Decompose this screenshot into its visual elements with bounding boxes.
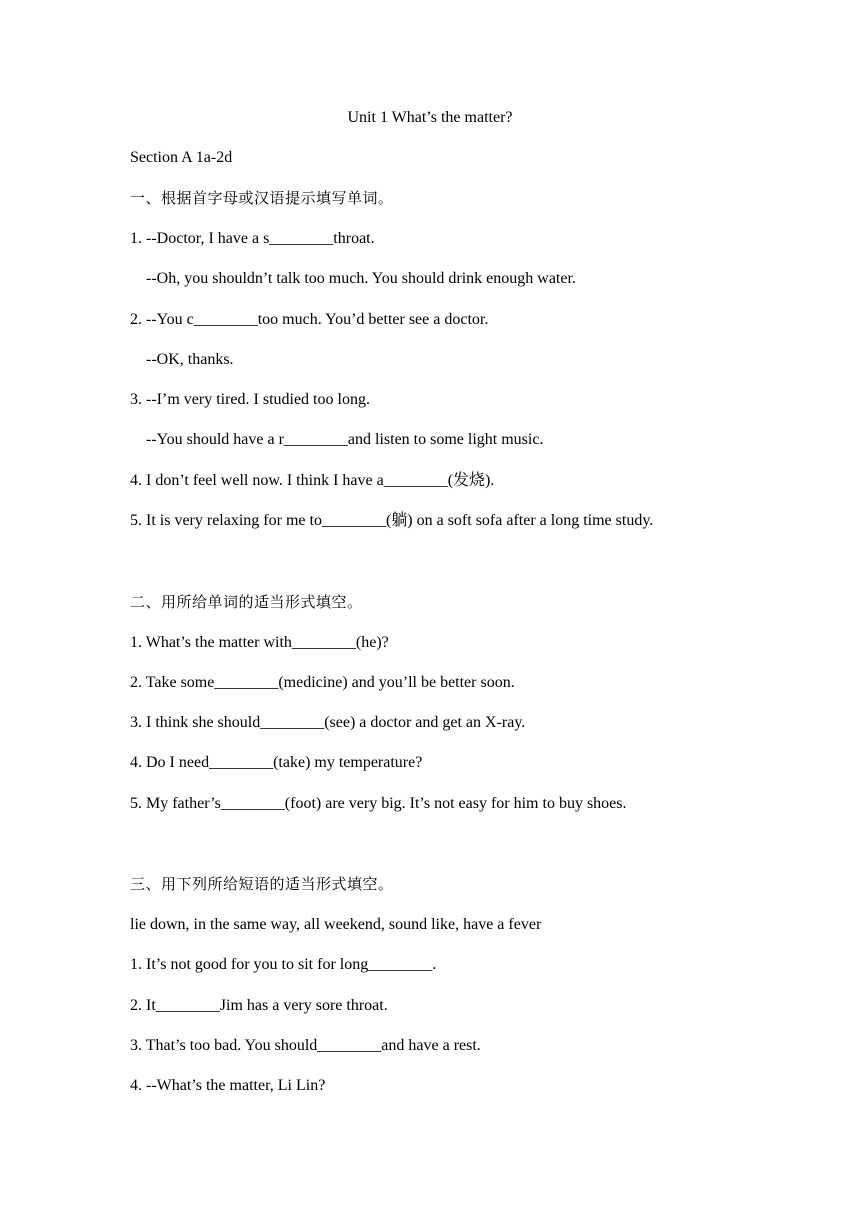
part3-question-1: 1. It’s not good for you to sit for long________. <box>130 956 437 973</box>
part3-question-4: 4. --What’s the matter, Li Lin? <box>130 1077 326 1094</box>
part1-question-4: 4. I don’t feel well now. I think I have a________(发烧). <box>130 472 495 489</box>
part3-heading: 三、用下列所给短语的适当形式填空。 <box>130 875 394 893</box>
part1-question-3: 3. --I’m very tired. I studied too long. <box>130 391 370 408</box>
part1-question-1: 1. --Doctor, I have a s________throat. <box>130 230 375 247</box>
part1-heading: 一、根据首字母或汉语提示填写单词。 <box>130 189 394 207</box>
part1-answer-3: --You should have a r________and listen to some light music. <box>146 431 544 448</box>
part2-question-2: 2. Take some________(medicine) and you’ll be better soon. <box>130 674 515 691</box>
part1-question-2: 2. --You c________too much. You’d better see a doctor. <box>130 311 489 328</box>
part3-question-3: 3. That’s too bad. You should________and have a rest. <box>130 1037 481 1054</box>
page-title: Unit 1 What’s the matter? <box>347 109 513 126</box>
part1-answer-2: --OK, thanks. <box>146 351 234 368</box>
part1-answer-1: --Oh, you shouldn’t talk too much. You should drink enough water. <box>146 270 576 287</box>
part2-question-5: 5. My father’s________(foot) are very big. It’s not easy for him to buy shoes. <box>130 795 627 812</box>
part1-question-5: 5. It is very relaxing for me to________(躺) on a soft sofa after a long time study. <box>130 512 654 529</box>
part3-question-2: 2. It________Jim has a very sore throat. <box>130 997 388 1014</box>
part2-heading: 二、用所给单词的适当形式填空。 <box>130 593 363 611</box>
section-label: Section A 1a-2d <box>130 149 233 166</box>
part2-question-3: 3. I think she should________(see) a doctor and get an X-ray. <box>130 714 526 731</box>
part2-question-1: 1. What’s the matter with________(he)? <box>130 634 389 651</box>
part2-question-4: 4. Do I need________(take) my temperature? <box>130 754 423 771</box>
part3-phrase-bank: lie down, in the same way, all weekend, sound like, have a fever <box>130 916 542 933</box>
